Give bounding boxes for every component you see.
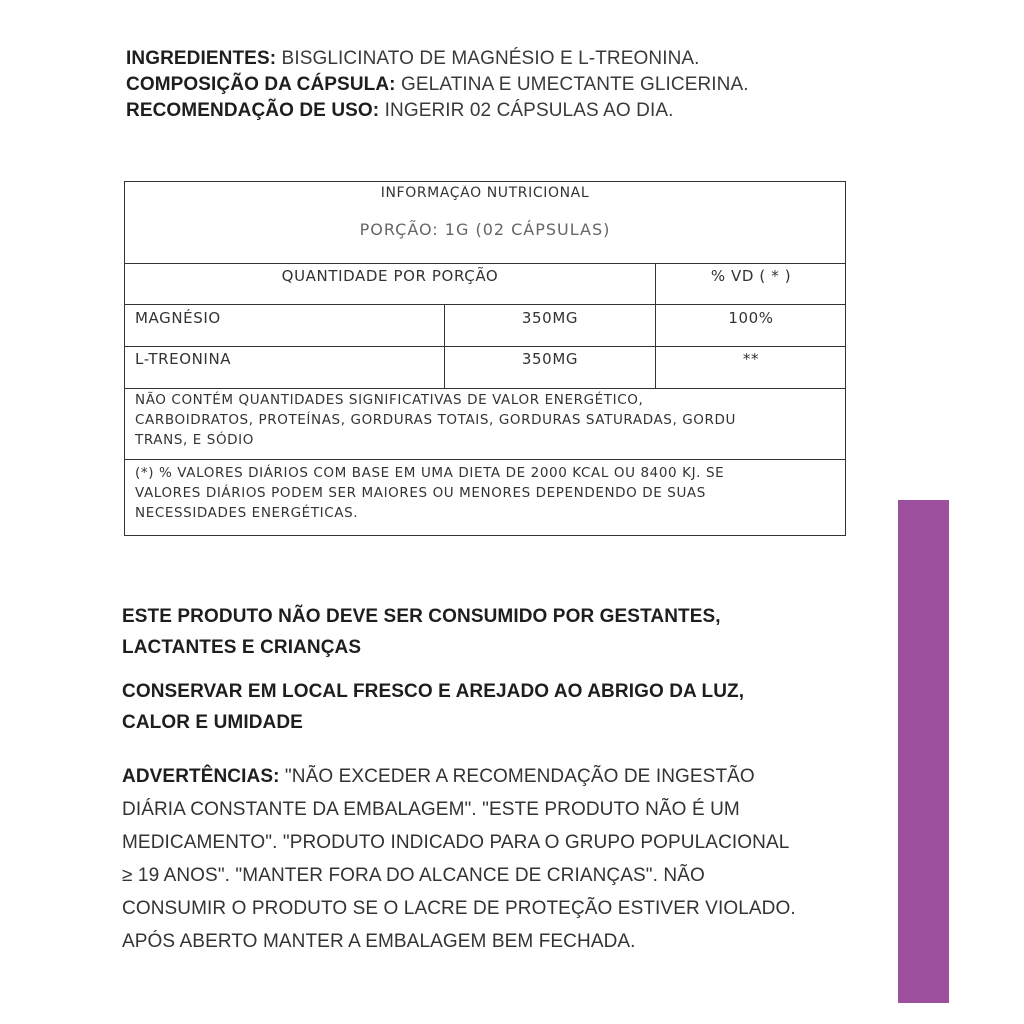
table-divider — [125, 459, 845, 460]
product-info — [126, 46, 749, 124]
warning-line: CALOR E UMIDADE — [122, 712, 303, 733]
warning-line: CONSERVAR EM LOCAL FRESCO E AREJADO AO ABRIGO DA LUZ, — [122, 681, 745, 702]
table-note-nutrients — [135, 390, 845, 450]
table-title: INFORMAÇÃO NUTRICIONAL — [380, 185, 590, 201]
nutrient-vd: ** — [742, 350, 760, 368]
capsule-value: GELATINA E UMECTANTE GLICERINA. — [401, 74, 749, 95]
accent-bar — [898, 500, 949, 1003]
header-quantity: QUANTIDADE POR PORÇÃO — [281, 267, 499, 285]
advertencias-line: APÓS ABERTO MANTER A EMBALAGEM BEM FECHADA. — [122, 931, 636, 952]
advertencias-block — [122, 760, 796, 958]
table-note-daily-values — [135, 463, 845, 523]
warning-pregnancy — [122, 601, 721, 663]
nutrient-name: L-TREONINA — [135, 350, 232, 368]
usage-label: RECOMENDAÇÃO DE USO: — [126, 100, 380, 121]
header-vd: % VD ( * ) — [710, 267, 792, 285]
advertencias-line: CONSUMIR O PRODUTO SE O LACRE DE PROTEÇÃO ESTIVER VIOLADO. — [122, 898, 796, 919]
advertencias-line: DIÁRIA CONSTANTE DA EMBALAGEM". "ESTE PRODUTO NÃO É UM — [122, 799, 740, 820]
warning-line: ESTE PRODUTO NÃO DEVE SER CONSUMIDO POR GESTANTES, — [122, 606, 721, 627]
nutrient-name: MAGNÉSIO — [135, 309, 221, 327]
table-divider — [125, 388, 845, 389]
note-line: TRANS, E SÓDIO — [135, 432, 254, 448]
advertencias-line: MEDICAMENTO". "PRODUTO INDICADO PARA O GRUPO POPULACIONAL — [122, 832, 790, 853]
capsule-label: COMPOSIÇÃO DA CÁPSULA: — [126, 74, 396, 95]
note-line: (*) % VALORES DIÁRIOS COM BASE EM UMA DIETA DE 2000 KCAL OU 8400 KJ. SE — [135, 465, 725, 481]
usage-line — [126, 98, 749, 124]
advertencias-line: ≥ 19 ANOS". "MANTER FORA DO ALCANCE DE CRIANÇAS". NÃO — [122, 865, 705, 886]
advertencias-label: ADVERTÊNCIAS: — [122, 766, 280, 787]
note-line: NÃO CONTÉM QUANTIDADES SIGNIFICATIVAS DE VALOR ENERGÉTICO, — [135, 392, 644, 408]
note-line: NECESSIDADES ENERGÉTICAS. — [135, 505, 359, 521]
advertencias-text: "NÃO EXCEDER A RECOMENDAÇÃO DE INGESTÃO — [279, 766, 755, 787]
nutrition-table — [124, 181, 846, 536]
ingredients-line — [126, 46, 749, 72]
ingredients-value: BISGLICINATO DE MAGNÉSIO E L-TREONINA. — [281, 48, 700, 69]
table-divider — [125, 304, 845, 305]
nutrient-amount: 350MG — [521, 350, 579, 368]
table-divider — [125, 263, 845, 264]
table-portion: PORÇÃO: 1G (02 CÁPSULAS) — [359, 220, 611, 239]
usage-value: INGERIR 02 CÁPSULAS AO DIA. — [384, 100, 674, 121]
capsule-line — [126, 72, 749, 98]
warning-line: LACTANTES E CRIANÇAS — [122, 637, 362, 658]
table-divider — [125, 346, 845, 347]
warning-storage — [122, 676, 744, 738]
ingredients-label: INGREDIENTES: — [126, 48, 277, 69]
note-line: VALORES DIÁRIOS PODEM SER MAIORES OU MENORES DEPENDENDO DE SUAS — [135, 485, 706, 501]
advertencias-line — [122, 760, 796, 793]
note-line: CARBOIDRATOS, PROTEÍNAS, GORDURAS TOTAIS, GORDURAS SATURADAS, GORDU — [135, 412, 736, 428]
nutrient-vd: 100% — [728, 309, 774, 327]
nutrient-amount: 350MG — [521, 309, 579, 327]
